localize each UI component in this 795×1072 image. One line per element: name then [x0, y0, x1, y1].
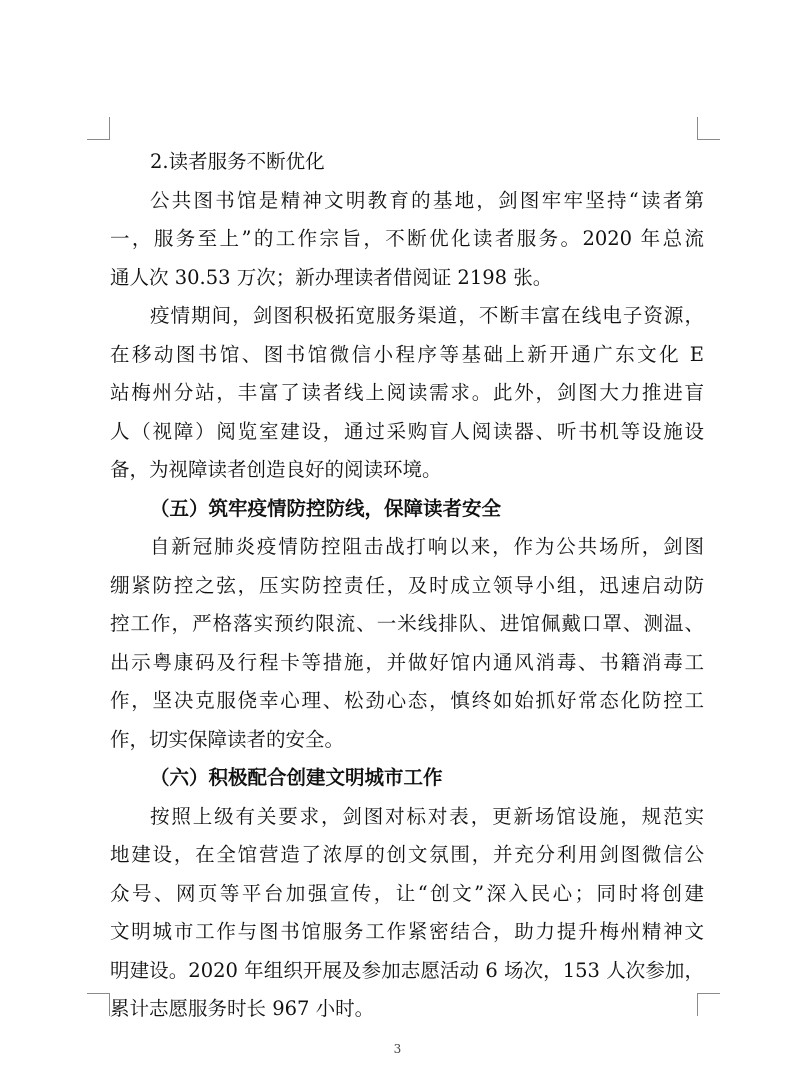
section-heading: （六）积极配合创建文明城市工作	[150, 766, 443, 789]
paragraph-line: 明建设。2020 年组织开展及参加志愿活动 6 场次，153 人次参加，	[110, 958, 704, 982]
paragraph-line: 疫情期间，剑图积极拓宽服务渠道，不断丰富在线电子资源，	[150, 304, 704, 327]
paragraph-line: 控工作，严格落实预约限流、一米线排队、进馆佩戴口罩、测温、	[110, 612, 704, 635]
paragraph-line: 站梅州分站，丰富了读者线上阅读需求。此外，剑图大力推进盲	[110, 381, 704, 404]
paragraph-line: 备，为视障读者创造良好的阅读环境。	[110, 458, 442, 481]
paragraph-line: 文明城市工作与图书馆服务工作紧密结合，助力提升梅州精神文	[110, 920, 704, 943]
paragraph-line: 公共图书馆是精神文明教育的基地，剑图牢牢坚持“读者第	[150, 188, 704, 212]
paragraph-line: 一，服务至上”的工作宗旨，不断优化读者服务。2020 年总流	[110, 227, 704, 250]
paragraph-line: 累计志愿服务时长 967 小时。	[110, 997, 375, 1020]
crop-mark-top-left	[87, 117, 110, 140]
crop-mark-bottom-left	[87, 993, 110, 1016]
document-body	[110, 143, 704, 1029]
paragraph-line: 在移动图书馆、图书馆微信小程序等基础上新开通广东文化 E	[110, 342, 704, 366]
paragraph-line: 地建设，在全馆营造了浓厚的创文氛围，并充分利用剑图微信公	[110, 843, 704, 866]
section-heading: （五）筑牢疫情防控防线，保障读者安全	[150, 496, 502, 520]
paragraph-line: 众号、网页等平台加强宣传，让“创文”深入民心；同时将创建	[110, 881, 704, 905]
paragraph-line: 出示粤康码及行程卡等措施，并做好馆内通风消毒、书籍消毒工	[110, 650, 704, 674]
paragraph-line: 自新冠肺炎疫情防控阻击战打响以来，作为公共场所，剑图	[150, 535, 704, 558]
page-number: 3	[393, 1042, 402, 1056]
paragraph-line: 按照上级有关要求，剑图对标对表，更新场馆设施，规范实	[150, 804, 704, 828]
paragraph-line: 人（视障）阅览室建设，通过采购盲人阅读器、听书机等设施设	[110, 419, 704, 443]
paragraph-line: 作，坚决克服侥幸心理、松劲心态，慎终如始抓好常态化防控工	[110, 689, 704, 712]
paragraph-line: 绷紧防控之弦，压实防控责任，及时成立领导小组，迅速启动防	[110, 573, 704, 597]
paragraph-line: 通人次 30.53 万次；新办理读者借阅证 2198 张。	[110, 265, 553, 289]
subsection-heading: 2.读者服务不断优化	[150, 150, 325, 173]
crop-mark-top-right	[697, 117, 720, 140]
paragraph-line: 作，切实保障读者的安全。	[110, 727, 345, 751]
